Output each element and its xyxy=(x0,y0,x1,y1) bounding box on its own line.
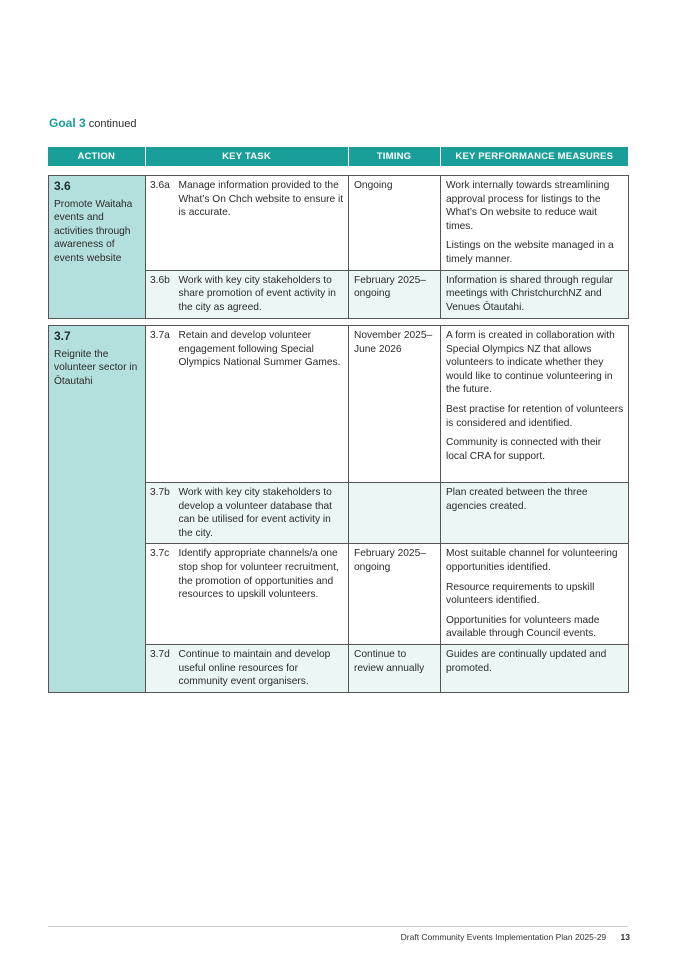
goal-suffix: continued xyxy=(88,118,137,130)
action-table-3-7 xyxy=(48,325,629,693)
timing-text: November 2025–June 2026 xyxy=(349,326,441,483)
task-code: 3.6a xyxy=(146,176,177,271)
header-kpm: KEY PERFORMANCE MEASURES xyxy=(440,147,628,166)
footer-divider xyxy=(48,926,628,927)
kpm-cell xyxy=(441,483,629,544)
footer-title: Draft Community Events Implementation Plan 2025-29 xyxy=(400,932,607,942)
kpm-item: A form is created in collaboration with Special Olympics NZ that allows volunteers to indicate whether they would like to continue volunteering in the future. xyxy=(446,330,615,396)
task-text: Work with key city stakeholders to develop a volunteer database that can be utilised for event activity in the city. xyxy=(177,483,349,544)
task-text: Retain and develop volunteer engagement following Special Olympics National Summer Games. xyxy=(177,326,349,483)
goal-heading xyxy=(49,116,136,130)
header-key-task: KEY TASK xyxy=(145,147,348,166)
action-number: 3.6 xyxy=(54,179,71,193)
kpm-item: Opportunities for volunteers made available through Council events. xyxy=(446,614,600,640)
kpm-cell xyxy=(441,270,629,318)
task-text: Continue to maintain and develop useful online resources for community event organisers. xyxy=(177,644,349,692)
kpm-item: Work internally towards streamlining approval process for listings to the What’s On website to reduce wait times. xyxy=(446,180,610,232)
kpm-cell xyxy=(441,326,629,483)
task-code: 3.6b xyxy=(146,270,177,318)
timing-text: February 2025–ongoing xyxy=(349,544,441,645)
kpm-item: Resource requirements to upskill volunteers identified. xyxy=(446,581,595,607)
header-action: ACTION xyxy=(48,147,145,166)
action-number: 3.7 xyxy=(54,329,71,343)
table-header xyxy=(48,147,628,166)
timing-text xyxy=(349,483,441,544)
action-cell xyxy=(49,176,146,319)
kpm-cell xyxy=(441,176,629,271)
action-table-3-6 xyxy=(48,175,629,319)
kpm-cell xyxy=(441,644,629,692)
kpm-item: Guides are continually updated and promoted. xyxy=(446,648,607,674)
goal-label: Goal 3 xyxy=(49,116,86,130)
action-cell xyxy=(49,326,146,693)
task-text: Manage information provided to the What’s On Chch website to ensure it is accurate. xyxy=(177,176,349,271)
action-description: Promote Waitaha events and activities through awareness of events website xyxy=(54,198,133,264)
task-code: 3.7c xyxy=(146,544,177,645)
task-text: Work with key city stakeholders to share promotion of event activity in the city as agreed. xyxy=(177,270,349,318)
header-timing: TIMING xyxy=(348,147,440,166)
timing-text: February 2025–ongoing xyxy=(349,270,441,318)
timing-text: Continue to review annually xyxy=(349,644,441,692)
kpm-item: Community is connected with their local CRA for support. xyxy=(446,437,602,462)
kpm-item: Best practise for retention of volunteers is considered and identified. xyxy=(446,403,624,429)
task-code: 3.7d xyxy=(146,644,177,692)
page-number: 13 xyxy=(620,932,630,942)
kpm-item: Most suitable channel for volunteering opportunities identified. xyxy=(446,548,618,573)
page-footer xyxy=(401,932,630,942)
task-text: Identify appropriate channels/a one stop shop for volunteer recruitment, the promotion of opportunities and resources to upskill volunteers. xyxy=(177,544,349,645)
task-code: 3.7b xyxy=(146,483,177,544)
action-description: Reignite the volunteer sector in Ōtautahi xyxy=(54,348,138,387)
kpm-item: Information is shared through regular meetings with ChristchurchNZ and Venues Ōtautahi. xyxy=(446,274,614,313)
table-row xyxy=(49,326,629,483)
kpm-cell xyxy=(441,544,629,645)
kpm-item: Listings on the website managed in a timely manner. xyxy=(446,240,614,265)
kpm-item: Plan created between the three agencies created. xyxy=(446,487,588,512)
timing-text: Ongoing xyxy=(349,176,441,271)
task-code: 3.7a xyxy=(146,326,177,483)
table-row xyxy=(49,176,629,271)
